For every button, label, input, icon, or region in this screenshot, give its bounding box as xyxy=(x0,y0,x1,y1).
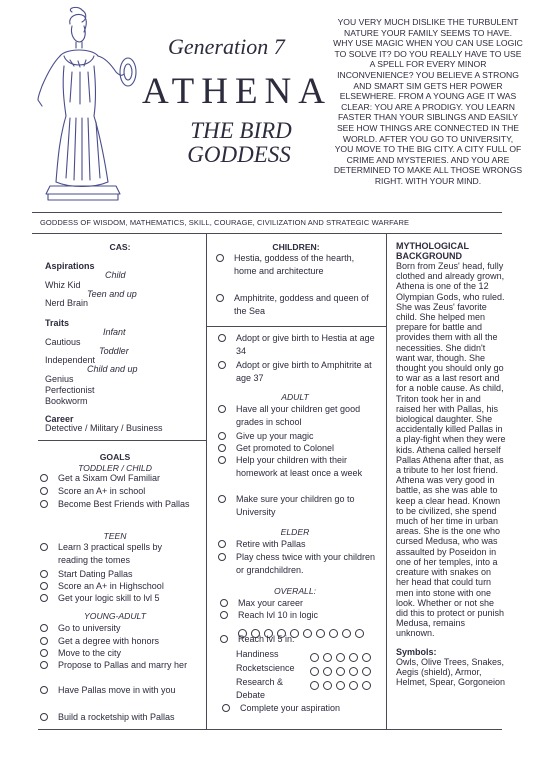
checkbox-circle[interactable] xyxy=(216,254,224,262)
child-item[interactable]: Amphitrite, goddess and queen of the Sea xyxy=(216,292,376,319)
goal-item[interactable]: Score an A+ in Highschool xyxy=(40,580,204,593)
teen-label: TEEN xyxy=(103,531,127,541)
level-dot[interactable] xyxy=(323,653,332,662)
domain-line: GODDESS OF WISDOM, MATHEMATICS, SKILL, COURAGE, CIVILIZATION AND STRATEGIC WARFARE xyxy=(40,218,410,227)
symbols-heading: Symbols: xyxy=(396,646,437,657)
checkbox-circle[interactable] xyxy=(40,570,48,578)
adult-goal[interactable]: Have all your children get good grades in school xyxy=(218,403,378,430)
level-dot[interactable] xyxy=(310,681,319,690)
overall-goal[interactable]: Reach lvl 5 in: xyxy=(220,633,380,646)
checkbox-circle[interactable] xyxy=(222,704,230,712)
goal-item[interactable]: Propose to Pallas and marry her xyxy=(40,659,190,672)
myth-body: Born from Zeus' head, fully clothed and already grown, Athena is one of the 12 Olympian Gods, who ruled. She was Zeus' favorite child. She helped men prepare for battle and provides them with all the necessities. She didn't want war, though. She thought you should only go to war as a last resort and for a noble cause. As child, Triton took her in and raised her with Pallas, his biological daughter. She accidentally killed Pallas in a play-fight when they were kids. Athena called herself Pallas Athena after that, as a tribute to her lost friend. Athena was very good in battle, as she was able to keep a clear head. Known to be civilized, she spend much of her time in urban areas. She is the one who cursed Medusa, who was assaulted by Poseidon in one of her temples, into a creature with snakes on her head that could turn men into stone with one look. Whether or not she did this to protect or punish Medusa, remains unknown. xyxy=(396,261,506,639)
checkbox-circle[interactable] xyxy=(40,686,48,694)
infant-trait: Cautious xyxy=(45,337,81,347)
divider xyxy=(32,233,502,234)
checkbox-circle[interactable] xyxy=(40,500,48,508)
asp-child: Whiz Kid xyxy=(45,280,81,290)
divider xyxy=(38,440,206,441)
asp-child-label: Child xyxy=(105,270,126,280)
young-adult-label: YOUNG-ADULT xyxy=(84,611,146,621)
column-divider xyxy=(386,233,387,729)
goal-item[interactable]: Have Pallas move in with you xyxy=(40,684,190,697)
checkbox-circle[interactable] xyxy=(40,474,48,482)
checkbox-circle[interactable] xyxy=(218,456,226,464)
symbols-list: Owls, Olive Trees, Snakes, Aegis (shield), Armor, Helmet, Spear, Gorgoneion xyxy=(396,656,506,687)
birth-goal[interactable]: Adopt or give birth to Hestia at age 34 xyxy=(218,332,378,359)
adult-goal[interactable]: Get promoted to Colonel xyxy=(218,442,378,455)
checkbox-circle[interactable] xyxy=(220,611,228,619)
checkbox-circle[interactable] xyxy=(40,713,48,721)
checkbox-circle[interactable] xyxy=(40,582,48,590)
checkbox-circle[interactable] xyxy=(40,594,48,602)
adult-goal[interactable]: Make sure your children go to University xyxy=(218,493,378,520)
generation-label: Generation 7 xyxy=(168,34,285,59)
checkbox-circle[interactable] xyxy=(218,553,226,561)
birth-goal[interactable]: Adopt or give birth to Amphitrite at age 37 xyxy=(218,359,378,386)
intro-text: YOU VERY MUCH DISLIKE THE TURBULENT NATURE YOUR FAMILY SEEMS TO HAVE. WHY USE MAGIC WHEN YOU CAN USE LOGIC TO SOLVE IT? DO YOU REALLY HAVE TO USE A SPELL FOR EVERY MINOR INCONVENIENCE? YOU BELIEVE A STRONG AND SMART SIM GETS HER POWER ELSEWHERE. FROM A YOUNG AGE IT WAS CLEAR: YOU ARE A PRODIGY. YOU LEARN FASTER THAN YOUR SIBLINGS AND EASILY SEE HOW THINGS ARE CONNECTED IN THE WORLD. AFTER YOU GO TO UNIVERSITY, YOU MOVE TO THE BIG CITY. A CITY FULL OF CRIME AND MYSTERIES. AND YOU ARE DETERMINED TO MAKE ALL THOSE WRONGS RIGHT. WITH YOUR MIND. xyxy=(333,17,523,186)
divider xyxy=(206,326,386,327)
goal-item[interactable]: Go to university xyxy=(40,622,204,635)
goal-item[interactable]: Move to the city xyxy=(40,647,204,660)
level-dot[interactable] xyxy=(336,667,345,676)
checkbox-circle[interactable] xyxy=(218,334,226,342)
goal-item[interactable]: Become Best Friends with Pallas xyxy=(40,498,190,511)
toddler-label: Toddler xyxy=(99,346,129,356)
checkbox-circle[interactable] xyxy=(40,637,48,645)
level-dot[interactable] xyxy=(323,681,332,690)
myth-title-line-1: MYTHOLOGICAL xyxy=(396,241,469,251)
level-dot[interactable] xyxy=(362,667,371,676)
goal-item[interactable]: Start Dating Pallas xyxy=(40,568,204,581)
goal-item[interactable]: Get your logic skill to lvl 5 xyxy=(40,592,204,605)
checkbox-circle[interactable] xyxy=(220,599,228,607)
level-dot[interactable] xyxy=(349,653,358,662)
toddler-child-label: TODDLER / CHILD xyxy=(78,463,152,473)
adult-label: ADULT xyxy=(281,392,309,402)
level-dot[interactable] xyxy=(336,681,345,690)
checkbox-circle[interactable] xyxy=(40,487,48,495)
checkbox-circle[interactable] xyxy=(216,294,224,302)
checkbox-circle[interactable] xyxy=(218,540,226,548)
goal-item[interactable]: Learn 3 practical spells by reading the tomes xyxy=(40,541,190,568)
divider xyxy=(32,212,502,213)
checkbox-circle[interactable] xyxy=(218,432,226,440)
child-item[interactable]: Hestia, goddess of the hearth, home and architecture xyxy=(216,252,376,279)
goal-item[interactable]: Score an A+ in school xyxy=(40,485,204,498)
heir-name: ATHENA xyxy=(142,71,332,112)
skill-label: Rocketscience xyxy=(236,663,295,673)
elder-goal[interactable]: Play chess twice with your children or grandchildren. xyxy=(218,551,382,578)
myth-title-line-2: BACKGROUND xyxy=(396,251,462,261)
myth-section xyxy=(396,241,506,687)
infant-label: Infant xyxy=(103,327,126,337)
traits-heading: Traits xyxy=(45,318,70,328)
overall-label: OVERALL: xyxy=(273,586,317,596)
level-dot[interactable] xyxy=(336,653,345,662)
subtitle-line-1: THE BIRD xyxy=(190,118,292,143)
checkbox-circle[interactable] xyxy=(218,405,226,413)
athena-statue-illustration xyxy=(26,6,138,202)
elder-label: ELDER xyxy=(280,527,310,537)
level-dot[interactable] xyxy=(349,667,358,676)
child-trait: Perfectionist xyxy=(45,385,95,395)
column-divider xyxy=(206,233,207,729)
children-title: CHILDREN: xyxy=(272,242,320,252)
toddler-trait: Independent xyxy=(45,355,96,365)
overall-goal[interactable]: Complete your aspiration xyxy=(222,702,382,715)
goal-item[interactable]: Get a degree with honors xyxy=(40,635,204,648)
overall-goal[interactable]: Reach lvl 10 in logic xyxy=(220,609,380,622)
skill-label: Debate xyxy=(236,690,266,700)
checkbox-circle[interactable] xyxy=(40,649,48,657)
aspirations-heading: Aspirations xyxy=(45,261,95,271)
divider xyxy=(38,729,502,730)
elder-goal[interactable]: Retire with Pallas xyxy=(218,538,378,551)
skill-label: Handiness xyxy=(236,649,279,659)
checkbox-circle[interactable] xyxy=(40,661,48,669)
goals-title: GOALS xyxy=(99,452,131,462)
checkbox-circle[interactable] xyxy=(220,635,228,643)
goal-item[interactable]: Build a rocketship with Pallas xyxy=(40,711,204,724)
level-dot[interactable] xyxy=(362,681,371,690)
checkbox-circle[interactable] xyxy=(218,444,226,452)
cas-title: CAS: xyxy=(109,242,131,252)
child-label: Child and up xyxy=(87,364,138,374)
level-dot[interactable] xyxy=(349,681,358,690)
level-dot[interactable] xyxy=(323,667,332,676)
level-dot[interactable] xyxy=(310,653,319,662)
skill-label: Research & xyxy=(236,677,284,687)
career-heading: Career xyxy=(45,414,74,424)
career-value: Detective / Military / Business xyxy=(45,423,163,433)
adult-goal[interactable]: Help your children with their homework at least once a week xyxy=(218,454,378,481)
child-trait: Genius xyxy=(45,374,74,384)
overall-goal[interactable]: Max your career xyxy=(220,597,380,610)
goal-item[interactable]: Get a Sixam Owl Familiar xyxy=(40,472,204,485)
level-dot[interactable] xyxy=(310,667,319,676)
checkbox-circle[interactable] xyxy=(218,361,226,369)
adult-goal[interactable]: Give up your magic xyxy=(218,430,378,443)
checkbox-circle[interactable] xyxy=(40,624,48,632)
checkbox-circle[interactable] xyxy=(40,543,48,551)
asp-teen: Nerd Brain xyxy=(45,298,89,308)
asp-teen-label: Teen and up xyxy=(87,289,137,299)
level-dot[interactable] xyxy=(362,653,371,662)
child-trait: Bookworm xyxy=(45,396,88,406)
checkbox-circle[interactable] xyxy=(218,495,226,503)
subtitle-line-2: GODDESS xyxy=(187,142,291,167)
skill-tracker[interactable] xyxy=(310,676,375,694)
